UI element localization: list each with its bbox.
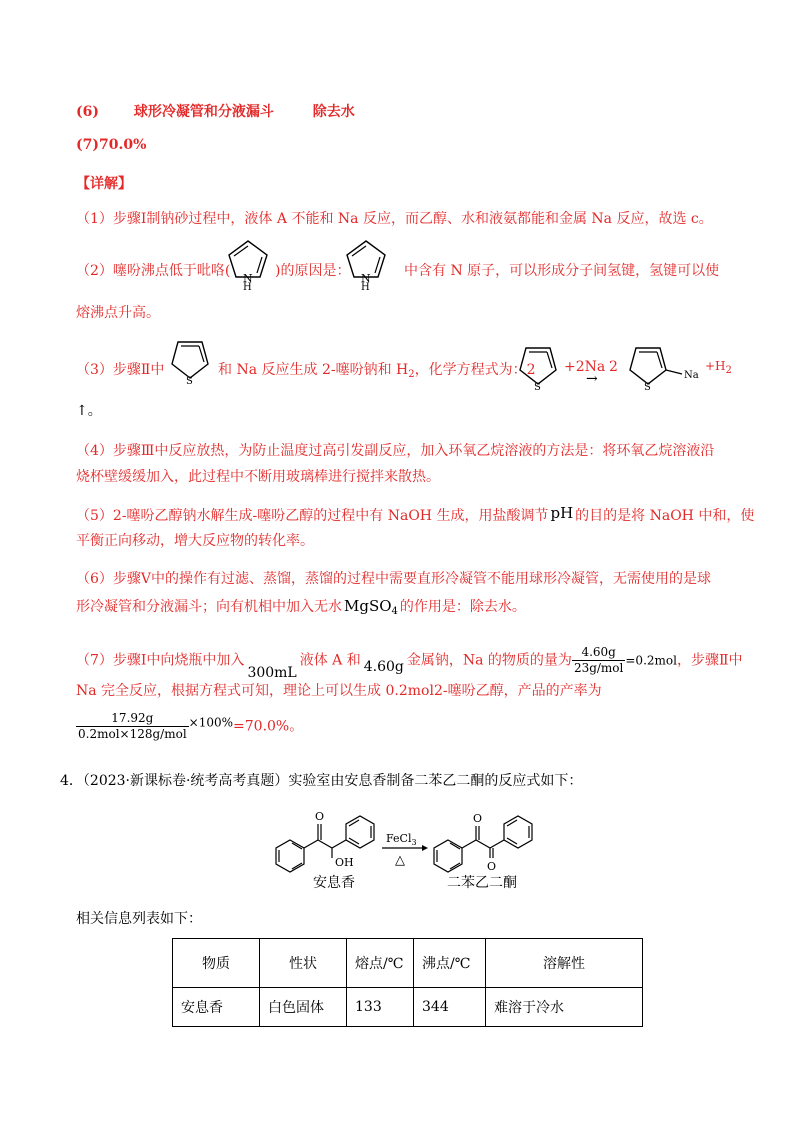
reactant-name: 安息香 [313, 875, 355, 891]
answer-6-number: (6) [76, 104, 99, 120]
step-7-line2: Na 完全反应，根据方程式可知，理论上可以生成 0.2mol2-噻吩乙醇，产品的产率为 [76, 683, 602, 699]
step-5-text-a: （5）2-噻吩乙醇钠水解生成-噻吩乙醇的过程中有 NaOH 生成，用盐酸调节 [76, 508, 549, 524]
moles-result: =0.2mol [625, 653, 677, 668]
step-7-text-c: 金属钠，Na 的物质的量为 [406, 652, 572, 669]
step-7-line3 [76, 711, 303, 742]
step-2-text-c: 中含有 N 原子，可以形成分子间氢键，氢键可以使 [404, 263, 720, 279]
cell-solubility: 难溶于冷水 [486, 988, 643, 1027]
benzil-structure [434, 816, 532, 872]
step-3-h2-text: +H [705, 359, 726, 373]
fraction-yield [76, 711, 189, 742]
pyrrole-h-label-2: H [361, 282, 370, 290]
step-7-text-e: ，步骤Ⅱ中 [676, 652, 743, 669]
properties-table [172, 938, 643, 1027]
info-list-intro: 相关信息列表如下： [76, 911, 202, 927]
cell-boiling-point: 344 [414, 988, 486, 1027]
step-6-line2 [76, 596, 526, 617]
step-3-text-d: +2Na [564, 359, 606, 375]
sodium-label: Na [684, 370, 699, 381]
step-3-h2-subscript: 2 [408, 369, 415, 380]
cell-substance: 安息香 [173, 988, 260, 1027]
step-2-text-a: （2）噻吩沸点低于吡咯( [76, 263, 231, 279]
step-7-text-b: 液体 A 和 [299, 652, 361, 669]
thiophene-s-label-1: S [186, 376, 193, 386]
volume-value: 300mL [247, 664, 297, 681]
step-3-text-c: ，化学方程式为：2 [414, 362, 536, 378]
step-4-line1: （4）步骤Ⅲ中反应放热，为防止温度过高引发副反应，加入环氧乙烷溶液的方法是：将环氧乙烷溶液沿 [76, 443, 715, 459]
table-header-row [173, 939, 643, 988]
yield-result: =70.0%。 [233, 718, 304, 735]
step-5-text-b: 的目的是将 NaOH 中和，使 [575, 508, 755, 524]
step-6-text-c: 的作用是：除去水。 [399, 599, 526, 615]
pyrrole-n-label-2: N [361, 272, 371, 285]
fraction-2-numerator: 17.92g [76, 711, 189, 727]
step-3-text-b-main: 和 Na 反应生成 2-噻吩钠和 H [218, 362, 409, 378]
benzoin-oh-label: OH [335, 856, 354, 869]
product-name: 二苯乙二酮 [447, 875, 517, 891]
step-3-gas-arrow: ↑。 [76, 403, 102, 419]
thiophene-structure-1 [162, 330, 218, 386]
percent-factor: ×100% [188, 715, 234, 730]
step-2-text-d: 熔沸点升高。 [76, 305, 160, 321]
step-3-h2-sub-2: 2 [725, 365, 732, 376]
answer-6-part2: 除去水 [312, 104, 355, 120]
step-2-text-b: )的原因是： [275, 263, 351, 279]
pyrrole-h-label-1: H [243, 282, 252, 290]
header-appearance: 性状 [260, 939, 347, 988]
step-6-line1: （6）步骤Ⅴ中的操作有过滤、蒸馏，蒸馏的过程中需要直形冷凝管不能用球形冷凝管，无需使用的是球 [76, 571, 712, 587]
pyrrole-structure-2 [340, 236, 392, 290]
header-solubility: 溶解性 [486, 939, 643, 988]
thiophene-s-label-2: S [534, 382, 541, 392]
table-row [173, 988, 643, 1027]
header-substance: 物质 [173, 939, 260, 988]
thiophene-s-label-3: S [644, 382, 651, 392]
step-6-text-b: 形冷凝管和分液漏斗；向有机相中加入无水 [76, 599, 342, 615]
cell-appearance: 白色固体 [260, 988, 347, 1027]
ph-symbol: pH [550, 504, 574, 522]
step-7-text-a: （7）步骤Ⅰ中向烧瓶中加入 [76, 652, 245, 669]
question-4-title: 4．（2023·新课标卷·统考高考真题）实验室由安息香制备二苯乙二酮的反应式如下： [60, 773, 583, 789]
fraction-moles-na [572, 645, 625, 676]
answer-7: (7)70.0% [76, 137, 147, 153]
mgso4-formula [344, 597, 398, 615]
benzil-o-label-2: O [487, 860, 497, 873]
step-3-text-b [218, 359, 536, 380]
step-5-line2: 平衡正向移动，增大反应物的转化率。 [76, 533, 314, 549]
answer-6-part1: 球形冷凝管和分液漏斗 [133, 104, 274, 120]
catalyst-label [386, 832, 417, 847]
reaction-arrow-head [422, 845, 428, 851]
answer-6 [76, 101, 355, 121]
benzoin-o-label: O [315, 810, 325, 823]
benzoin-structure [276, 816, 374, 872]
step-3-text-e: 2 [609, 359, 618, 375]
step-4-line2: 烧杯壁缓缓加入，此过程中不断用玻璃棒进行搅拌来散热。 [76, 469, 440, 485]
pyrrole-n-label-1: N [243, 272, 253, 285]
mgso4-main: MgSO [344, 597, 392, 615]
step-2-line1 [76, 260, 230, 280]
header-boiling-point: 沸点/℃ [414, 939, 486, 988]
step-7-line1 [76, 645, 742, 681]
thiophene-structure-2 [510, 336, 566, 392]
step-1: （1）步骤Ⅰ制钠砂过程中，液体 A 不能和 Na 反应，而乙醇、水和液氨都能和金属 Na 反应，故选 c。 [76, 211, 713, 227]
fraction-1-denominator: 23g/mol [573, 661, 624, 675]
fraction-2-denominator: 0.2mol×128g/mol [78, 727, 187, 741]
mass-value: 4.60g [363, 658, 404, 675]
step-5-line1 [76, 504, 754, 525]
catalyst-main: FeCl [386, 832, 412, 845]
mgso4-subscript: 4 [391, 606, 398, 617]
benzil-o-label-1: O [473, 812, 483, 825]
heat-symbol: △ [395, 853, 405, 868]
header-melting-point: 熔点/℃ [347, 939, 414, 988]
step-3-text-f [705, 359, 732, 376]
pyrrole-structure-1 [222, 236, 274, 290]
step-3-text-a: （3）步骤Ⅱ中 [76, 362, 165, 378]
reaction-arrow-step3: → [586, 371, 598, 387]
thiophene-sodium-structure [620, 336, 712, 392]
detail-header: 【详解】 [76, 176, 132, 192]
catalyst-subscript: 3 [411, 838, 417, 847]
fraction-1-numerator: 4.60g [572, 645, 625, 661]
cell-melting-point: 133 [347, 988, 414, 1027]
